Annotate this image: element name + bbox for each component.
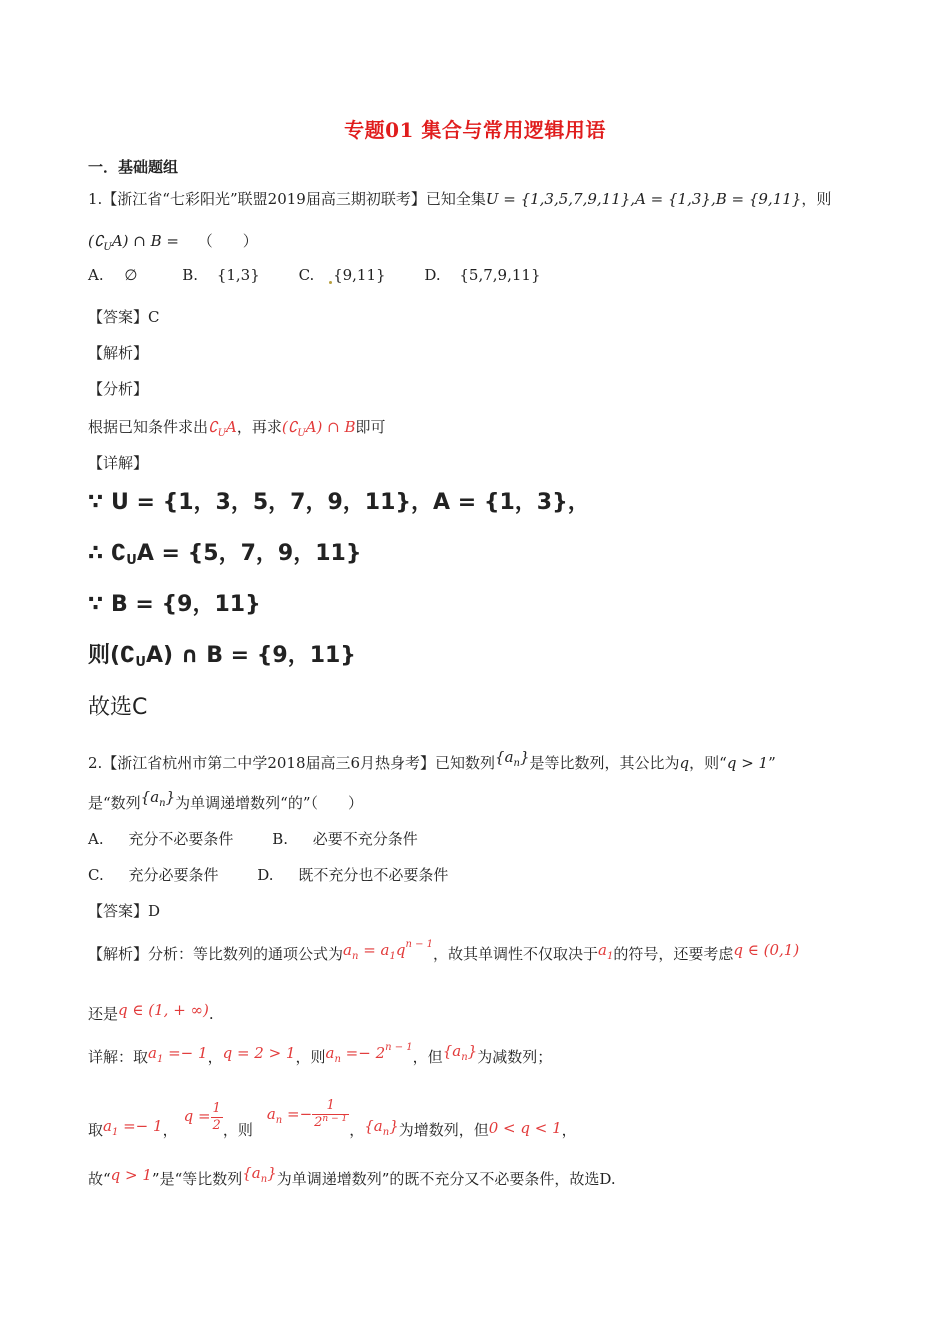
q2-a1-a: a (598, 941, 607, 959)
q2-concl-mid: ”是“等比数列 (151, 1170, 243, 1188)
q2-f-q: q (395, 941, 406, 959)
q2-t-an-den (312, 1115, 349, 1132)
q2-d-comma: ， (207, 1048, 223, 1066)
q2-end: ” (768, 754, 776, 772)
q2-d-an (325, 1042, 413, 1065)
q2-an2-sub: n (159, 798, 166, 809)
q2-d-seq-a: {a (442, 1042, 462, 1060)
q2-d-dan: ，但 (412, 1048, 443, 1066)
q2-t-seq (364, 1117, 399, 1138)
q2-line2-suffix: 为单调递增数列“的”（ ） (175, 794, 364, 812)
q2-d-a1-val: =− 1 (163, 1044, 208, 1062)
q2-t-q-frac (211, 1101, 223, 1134)
q1-answer: 【答案】C (88, 308, 160, 326)
q2-take-prefix: 取 (88, 1121, 104, 1139)
q2-concl-seq-a: {a (242, 1164, 261, 1182)
q2-a1 (598, 941, 614, 962)
q1-expr-open: (∁ (88, 232, 104, 250)
q2-stem-line2 (88, 788, 364, 813)
section-heading: 一．基础题组 (88, 158, 179, 176)
q1-option-a-key: A. (88, 266, 104, 284)
q2-d-seq (442, 1042, 478, 1063)
q2-t-q-label: q = (183, 1107, 211, 1125)
q2-an2-a: {a (140, 788, 160, 806)
q1-step2-b: A = {5，7，9，11} (136, 541, 362, 566)
q1-expression (88, 232, 179, 253)
q2-analysis-mid: ，故其单调性不仅取决于 (433, 945, 599, 963)
q2-take (88, 1098, 577, 1139)
q1-fenxi-label: 【分析】 (88, 380, 149, 398)
q2-f-eq: = a (358, 941, 390, 959)
q2-t-seq-close: } (389, 1117, 399, 1135)
q2-d-an-sub: n (334, 1054, 341, 1065)
q2-an-2 (140, 788, 176, 809)
q2-option-d: 既不充分也不必要条件 (298, 866, 449, 884)
q2-a1-sub: 1 (606, 951, 614, 962)
q2-t-an-num: 1 (312, 1098, 349, 1115)
q2-t-q-num: 1 (212, 1100, 221, 1116)
q1-am1: ∁ (208, 418, 218, 436)
q1-step4 (88, 638, 356, 669)
q2-stem-line1 (88, 748, 776, 773)
q2-option-c: 充分必要条件 (128, 866, 219, 884)
q2-f-sub: n (351, 951, 359, 962)
q2-t-comma: ， (162, 1121, 178, 1139)
q1-step4-sub: U (135, 655, 146, 670)
q2-q-in-01: q ∈ (0,1) (733, 941, 800, 959)
q2-d-an-a: a (325, 1044, 335, 1062)
q1-analysis (88, 416, 386, 437)
q2-f-exp: n − 1 (405, 939, 434, 950)
q1-option-d: {5,7,9,11} (459, 266, 541, 284)
q2-general-term (343, 939, 434, 962)
q2-mid2: ，则“ (689, 754, 727, 772)
q1-option-c-key: C. (298, 266, 315, 284)
q2-option-b: 必要不充分条件 (312, 830, 418, 848)
q2-t-an-frac (312, 1098, 349, 1132)
q2-f-sub1: 1 (389, 951, 396, 962)
q2-analysis (88, 939, 800, 964)
q1-analysis-suffix: 即可 (355, 418, 386, 436)
q1-stem-suffix: ，则 (801, 190, 832, 208)
q2-t-an-eq: =− (282, 1105, 313, 1123)
q1-option-b: {1,3} (216, 266, 260, 284)
q2-option-a: 充分不必要条件 (128, 830, 234, 848)
q1-option-a: ∅ (124, 266, 138, 284)
q2-t-an-den-base: 2 (314, 1115, 323, 1130)
q2-concl-q: q > 1 (110, 1166, 152, 1184)
q2-qgt1: q > 1 (726, 754, 769, 772)
q2-t-a1-sub: 1 (111, 1127, 119, 1138)
q2-detail-prefix: 详解：取 (88, 1048, 149, 1066)
q1-step1: ∵ U = {1，3，5，7，9，11}，A = {1，3}， (88, 490, 590, 515)
q2-d-seq-sub: n (461, 1052, 468, 1063)
q2-t-an (266, 1098, 349, 1130)
q2-d-a1 (148, 1044, 208, 1065)
q1-am2-tail: A) ∩ B (305, 418, 356, 436)
q2-answer: 【答案】D (88, 902, 161, 920)
q2-concl-seq (242, 1164, 277, 1185)
q2-t-seq-a: {a (364, 1117, 383, 1135)
q1-step5: 故选C (88, 695, 148, 720)
q2-concl-seq-sub: n (260, 1174, 268, 1185)
q2-d-an-exp: n − 1 (385, 1042, 413, 1053)
q1-expr-sub: U (103, 242, 112, 253)
q2-t-seq-sub: n (382, 1127, 390, 1138)
q1-stem-line2 (88, 230, 258, 251)
q2-t-q-den: 2 (212, 1117, 221, 1133)
q2-concl-suffix: 为单调递增数列”的既不充分又不必要条件，故选D. (276, 1170, 616, 1188)
q2-d-dec: 为减数列； (477, 1048, 553, 1066)
q1-am2: (∁ (281, 418, 298, 436)
q2-an2-close: } (165, 788, 176, 806)
q2-an-close: } (519, 748, 530, 766)
q2-conclusion (88, 1164, 616, 1189)
q2-t-end: ， (561, 1121, 577, 1139)
q2-mid: 是等比数列，其公比为 (529, 754, 680, 772)
q2-d-ze: ，则 (295, 1048, 326, 1066)
q2-t-an-a: a (266, 1105, 276, 1123)
q2-t-inc: 为增数列，但 (398, 1121, 489, 1139)
q1-step4-a: 则(∁ (88, 643, 136, 668)
q1-step2-a: ∴ ∁ (88, 541, 127, 566)
q1-am1-tail: A (226, 418, 237, 436)
q1-analysis-mid: ，再求 (236, 418, 282, 436)
q1-analysis-intersection (281, 418, 356, 439)
q2-d-a1-a: a (148, 1044, 157, 1062)
q1-jiexi-label: 【解析】 (88, 344, 149, 362)
q2-t-an-den-exp: n − 1 (322, 1114, 348, 1124)
q2-concl-seq-close: } (267, 1164, 277, 1182)
q1-am2-sub: U (297, 428, 306, 439)
q2-analysis-line2 (88, 1003, 214, 1024)
q2-option-b-key: B. (272, 830, 288, 848)
q2-line2-prefix: 是“数列 (88, 794, 141, 812)
page-title: 专题01 集合与常用逻辑用语 (344, 118, 606, 142)
q2-period: . (208, 1005, 214, 1023)
q2-d-seq-close: } (467, 1042, 478, 1060)
q2-t-a1 (103, 1117, 163, 1138)
q2-q-in-1inf: q ∈ (1, + ∞) (118, 1001, 209, 1019)
marker-dot (329, 281, 332, 284)
q1-analysis-complement (208, 418, 237, 439)
q1-options (88, 266, 541, 284)
q2-t-a1-a: a (103, 1117, 112, 1135)
q1-option-d-key: D. (424, 266, 441, 284)
q1-paren: （ ） (197, 232, 258, 250)
q2-t-q (183, 1100, 223, 1133)
q2-t-a1-val: =− 1 (118, 1117, 163, 1135)
q2-d-q: q = 2 > 1 (222, 1044, 296, 1062)
q2-option-d-key: D. (257, 866, 274, 884)
q2-option-c-key: C. (88, 866, 104, 884)
q2-option-a-key: A. (88, 830, 104, 848)
q2-t-comma2: ， (349, 1121, 365, 1139)
q2-t-an-sub: n (275, 1115, 283, 1126)
q1-universal-set: U = {1,3,5,7,9,11},A = {1,3},B = {9,11} (485, 190, 802, 208)
q1-analysis-prefix: 根据已知条件求出 (88, 418, 209, 436)
q1-step2-sub: U (126, 553, 137, 568)
q2-q: q (679, 754, 690, 772)
q2-an-a: {a (495, 748, 514, 766)
q2-analysis-mid2: 的符号，还要考虑 (613, 945, 734, 963)
q2-t-range: 0 < q < 1 (488, 1119, 562, 1137)
q1-step2 (88, 536, 362, 567)
q2-an-sub: n (513, 758, 520, 769)
q2-concl-prefix: 故“ (88, 1170, 111, 1188)
q2-d-an-val: =− 2 (340, 1044, 386, 1062)
q2-f-a: a (343, 941, 352, 959)
q2-d-a1-sub: 1 (156, 1054, 164, 1065)
q1-step3: ∵ B = {9，11} (88, 592, 261, 617)
q2-prefix: 2.【浙江省杭州市第二中学2018届高三6月热身考】已知数列 (88, 754, 496, 772)
q2-options-row1 (88, 828, 418, 849)
q1-stem-line1 (88, 188, 831, 209)
q2-an (495, 748, 530, 769)
q1-xiangjie-label: 【详解】 (88, 454, 149, 472)
q1-am1-sub: U (217, 428, 226, 439)
q1-option-c: {9,11} (333, 266, 386, 284)
q1-stem-prefix: 1.【浙江省“七彩阳光”联盟2019届高三期初联考】已知全集 (88, 190, 486, 208)
q2-analysis-prefix: 【解析】分析：等比数列的通项公式为 (88, 945, 344, 963)
q2-detail (88, 1042, 553, 1067)
q1-option-b-key: B. (182, 266, 199, 284)
q2-options-row2 (88, 864, 448, 885)
q1-step4-b: A) ∩ B = {9，11} (145, 643, 356, 668)
q2-t-ze: ，则 (222, 1121, 253, 1139)
q2-haishi: 还是 (88, 1005, 119, 1023)
q1-expr-tail: A) ∩ B = (111, 232, 179, 250)
